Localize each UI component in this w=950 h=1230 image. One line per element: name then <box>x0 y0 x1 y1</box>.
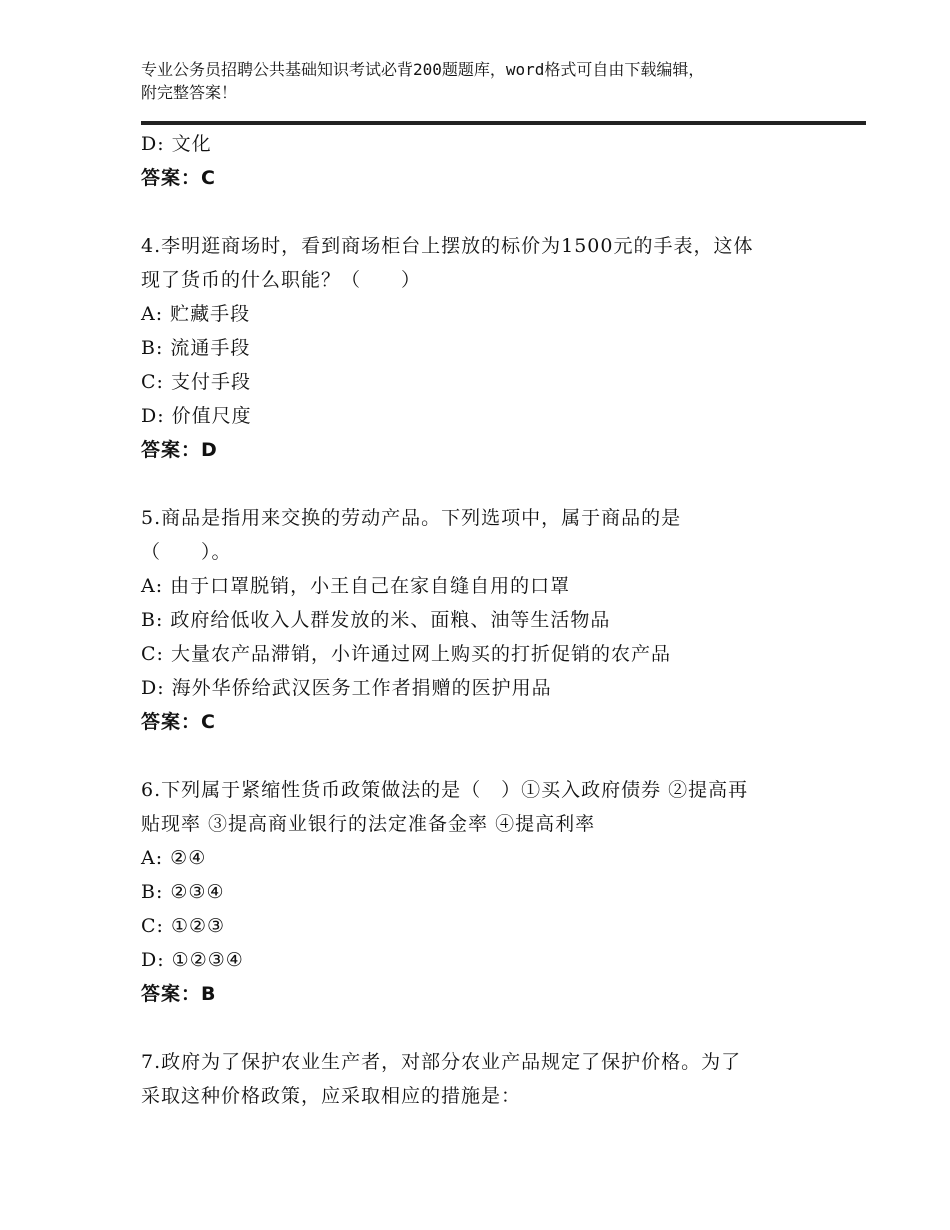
spacer <box>141 467 831 501</box>
q4-option-b: B: 流通手段 <box>141 337 251 359</box>
q5-stem-line-1: 5.商品是指用来交换的劳动产品。下列选项中，属于商品的是 <box>141 507 682 529</box>
spacer <box>141 739 831 773</box>
spacer <box>141 195 831 229</box>
q7-stem-line-2: 采取这种价格政策，应采取相应的措施是： <box>141 1085 522 1107</box>
q5-answer: 答案：C <box>141 711 216 733</box>
q6-option-a: A: ②④ <box>141 847 207 869</box>
q5-stem-line-2: （ ）。 <box>141 541 232 563</box>
q4-option-c: C: 支付手段 <box>141 371 251 393</box>
q3-answer: 答案：C <box>141 167 216 189</box>
q4-option-d: D: 价值尺度 <box>141 405 252 427</box>
q5-option-c: C: 大量农产品滞销，小许通过网上购买的打折促销的农产品 <box>141 643 671 665</box>
q4-stem-line-1: 4.李明逛商场时，看到商场柜台上摆放的标价为1500元的手表，这体 <box>141 235 754 257</box>
q3-option-d: D: 文化 <box>141 133 212 155</box>
q6-option-d: D: ①②③④ <box>141 949 244 971</box>
header-divider <box>141 121 866 125</box>
q6-option-b: B: ②③④ <box>141 881 225 903</box>
question-7 <box>141 1045 831 1113</box>
q6-stem-line-1: 6.下列属于紧缩性货币政策做法的是（ ）①买入政府债券 ②提高再 <box>141 779 749 801</box>
page-header <box>141 58 831 104</box>
q4-stem-line-2: 现了货币的什么职能？（ ） <box>141 269 422 291</box>
header-line-1: 专业公务员招聘公共基础知识考试必背200题题库，word格式可自由下载编辑， <box>141 60 705 79</box>
q5-option-b: B: 政府给低收入人群发放的米、面粮、油等生活物品 <box>141 609 611 631</box>
q6-answer: 答案：B <box>141 983 217 1005</box>
question-4 <box>141 229 831 467</box>
q4-option-a: A: 贮藏手段 <box>141 303 251 325</box>
spacer <box>141 1011 831 1045</box>
header-line-2: 附完整答案！ <box>141 83 238 102</box>
question-5 <box>141 501 831 739</box>
q5-option-a: A: 由于口罩脱销，小王自己在家自缝自用的口罩 <box>141 575 571 597</box>
q5-option-d: D: 海外华侨给武汉医务工作者捐赠的医护用品 <box>141 677 552 699</box>
question-content <box>141 127 831 1113</box>
q4-answer: 答案：D <box>141 439 218 461</box>
question-6 <box>141 773 831 1011</box>
q6-option-c: C: ①②③ <box>141 915 226 937</box>
q6-stem-line-2: 贴现率 ③提高商业银行的法定准备金率 ④提高利率 <box>141 813 596 835</box>
q7-stem-line-1: 7.政府为了保护农业生产者，对部分农业产品规定了保护价格。为了 <box>141 1051 742 1073</box>
